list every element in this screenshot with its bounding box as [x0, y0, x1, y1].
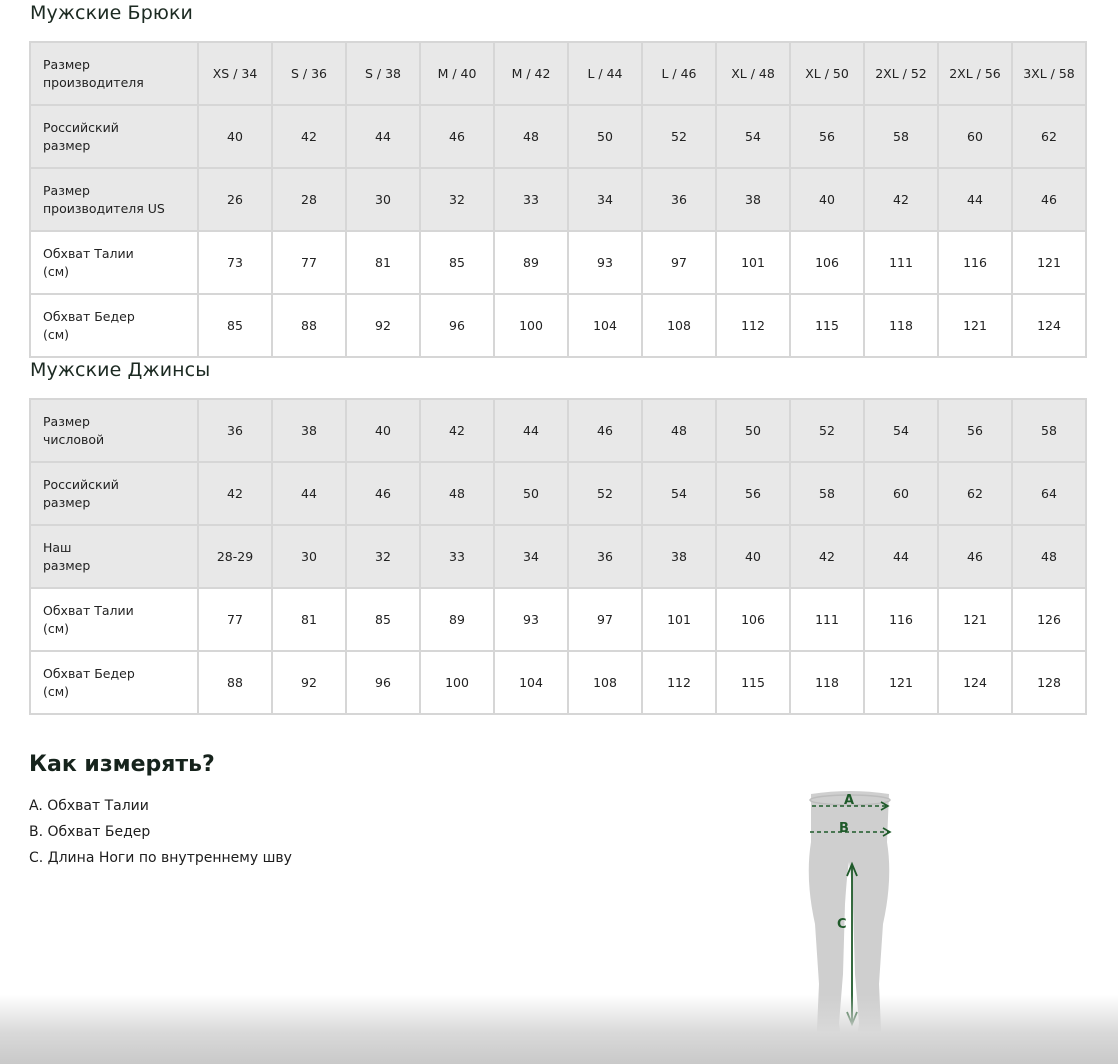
row-label — [30, 294, 198, 357]
table-cell: 40 — [716, 525, 790, 588]
table-cell: 121 — [1012, 231, 1086, 294]
table-cell: 3XL / 58 — [1012, 42, 1086, 105]
table-cell: 112 — [716, 294, 790, 357]
table-cell: 89 — [494, 231, 568, 294]
table-cell: 62 — [1012, 105, 1086, 168]
table-cell: 89 — [420, 588, 494, 651]
table-cell: 121 — [938, 588, 1012, 651]
row-label-line: Размер — [43, 182, 90, 198]
table-cell: 38 — [716, 168, 790, 231]
table-cell: L / 46 — [642, 42, 716, 105]
measure-item-b: B. Обхват Бедер — [29, 824, 151, 840]
row-label-line: размер — [43, 137, 91, 153]
measure-item-c: C. Длина Ноги по внутреннему шву — [29, 850, 292, 866]
table-cell: 40 — [198, 105, 272, 168]
table-cell: 33 — [420, 525, 494, 588]
table-cell: 85 — [346, 588, 420, 651]
table-cell: 77 — [198, 588, 272, 651]
table-cell: 115 — [716, 651, 790, 714]
table-cell: 40 — [346, 399, 420, 462]
table-cell: 77 — [272, 231, 346, 294]
table-cell: 97 — [568, 588, 642, 651]
table-cell: 30 — [346, 168, 420, 231]
table-cell: 42 — [198, 462, 272, 525]
row-label-line: Обхват Талии — [43, 245, 134, 261]
row-label-line: Российский — [43, 476, 119, 492]
table-cell: XL / 48 — [716, 42, 790, 105]
table-cell: 42 — [864, 168, 938, 231]
table-cell: 101 — [642, 588, 716, 651]
table-cell: 46 — [420, 105, 494, 168]
table-cell: 44 — [494, 399, 568, 462]
table-cell: 60 — [864, 462, 938, 525]
table-cell: 88 — [198, 651, 272, 714]
table-cell: 106 — [790, 231, 864, 294]
table-row — [30, 105, 1086, 168]
table-cell: 44 — [346, 105, 420, 168]
table-cell: L / 44 — [568, 42, 642, 105]
table-cell: 50 — [494, 462, 568, 525]
row-label-line: Размер — [43, 413, 90, 429]
table-cell: 54 — [716, 105, 790, 168]
table-cell: XS / 34 — [198, 42, 272, 105]
marker-c: C — [837, 917, 847, 932]
table-cell: 104 — [494, 651, 568, 714]
table-cell: 52 — [642, 105, 716, 168]
table-cell: 93 — [568, 231, 642, 294]
row-label — [30, 462, 198, 525]
table-cell: 126 — [1012, 588, 1086, 651]
table-cell: 73 — [198, 231, 272, 294]
how-to-measure-title: Как измерять? — [29, 752, 215, 777]
table-cell: 101 — [716, 231, 790, 294]
table-cell: 85 — [198, 294, 272, 357]
table-cell: 104 — [568, 294, 642, 357]
table-cell: 32 — [420, 168, 494, 231]
table-cell: 50 — [568, 105, 642, 168]
table-row — [30, 42, 1086, 105]
row-label-line: Размер — [43, 56, 90, 72]
table-cell: 121 — [864, 651, 938, 714]
row-label — [30, 168, 198, 231]
measure-list — [29, 796, 292, 874]
row-label-line: (см) — [43, 620, 70, 636]
table-cell: 33 — [494, 168, 568, 231]
row-label — [30, 588, 198, 651]
table-cell: 48 — [642, 399, 716, 462]
table-cell: 38 — [642, 525, 716, 588]
table-cell: 96 — [420, 294, 494, 357]
row-label-line: размер — [43, 557, 91, 573]
table-cell: 46 — [1012, 168, 1086, 231]
row-label-line: производителя — [43, 74, 144, 90]
table-cell: 56 — [716, 462, 790, 525]
table-cell: 48 — [420, 462, 494, 525]
marker-a: A — [844, 793, 855, 808]
table-cell: 32 — [346, 525, 420, 588]
row-label — [30, 231, 198, 294]
table-row — [30, 231, 1086, 294]
row-label — [30, 105, 198, 168]
table-cell: M / 40 — [420, 42, 494, 105]
table-row — [30, 462, 1086, 525]
table-row — [30, 651, 1086, 714]
table-cell: 81 — [272, 588, 346, 651]
table-cell: 28 — [272, 168, 346, 231]
row-label-line: (см) — [43, 263, 70, 279]
table-cell: 52 — [790, 399, 864, 462]
table-cell: 124 — [1012, 294, 1086, 357]
table-cell: 81 — [346, 231, 420, 294]
table-row — [30, 399, 1086, 462]
table-cell: 97 — [642, 231, 716, 294]
row-label-line: (см) — [43, 683, 70, 699]
table-cell: 28-29 — [198, 525, 272, 588]
table-cell: S / 38 — [346, 42, 420, 105]
table-cell: 36 — [568, 525, 642, 588]
table-row — [30, 294, 1086, 357]
table-cell: 106 — [716, 588, 790, 651]
jeans-size-table — [29, 398, 1087, 715]
pants-section-title: Мужские Брюки — [30, 2, 193, 24]
table-cell: 58 — [1012, 399, 1086, 462]
row-label-line: Российский — [43, 119, 119, 135]
table-cell: 100 — [494, 294, 568, 357]
table-cell: S / 36 — [272, 42, 346, 105]
table-cell: 60 — [938, 105, 1012, 168]
table-cell: M / 42 — [494, 42, 568, 105]
table-cell: 46 — [938, 525, 1012, 588]
table-cell: 96 — [346, 651, 420, 714]
table-cell: 46 — [346, 462, 420, 525]
marker-b: B — [839, 821, 849, 836]
table-cell: 85 — [420, 231, 494, 294]
row-label — [30, 42, 198, 105]
row-label-line: (см) — [43, 326, 70, 342]
table-cell: 108 — [642, 294, 716, 357]
table-cell: 121 — [938, 294, 1012, 357]
table-cell: 124 — [938, 651, 1012, 714]
row-label — [30, 525, 198, 588]
table-cell: 40 — [790, 168, 864, 231]
row-label — [30, 651, 198, 714]
table-cell: 54 — [864, 399, 938, 462]
table-cell: 112 — [642, 651, 716, 714]
table-cell: 56 — [790, 105, 864, 168]
row-label — [30, 399, 198, 462]
table-cell: 128 — [1012, 651, 1086, 714]
table-cell: 111 — [864, 231, 938, 294]
table-cell: 42 — [790, 525, 864, 588]
table-cell: 64 — [1012, 462, 1086, 525]
table-cell: 52 — [568, 462, 642, 525]
table-cell: 118 — [790, 651, 864, 714]
table-cell: 58 — [864, 105, 938, 168]
table-cell: 100 — [420, 651, 494, 714]
table-cell: 2XL / 56 — [938, 42, 1012, 105]
table-cell: 116 — [938, 231, 1012, 294]
row-label-line: числовой — [43, 431, 105, 447]
footer-fade — [0, 995, 1118, 1064]
table-cell: 44 — [938, 168, 1012, 231]
table-cell: 111 — [790, 588, 864, 651]
table-cell: 56 — [938, 399, 1012, 462]
table-cell: 50 — [716, 399, 790, 462]
table-cell: 54 — [642, 462, 716, 525]
measurement-figure — [795, 784, 905, 1064]
table-cell: 42 — [420, 399, 494, 462]
table-cell: 93 — [494, 588, 568, 651]
table-cell: 44 — [864, 525, 938, 588]
table-row — [30, 525, 1086, 588]
row-label-line: производителя US — [43, 200, 165, 216]
table-cell: 42 — [272, 105, 346, 168]
table-cell: 92 — [346, 294, 420, 357]
row-label-line: Обхват Бедер — [43, 308, 135, 324]
table-cell: 88 — [272, 294, 346, 357]
table-cell: 58 — [790, 462, 864, 525]
row-label-line: Обхват Талии — [43, 602, 134, 618]
table-cell: 30 — [272, 525, 346, 588]
table-cell: 36 — [642, 168, 716, 231]
row-label-line: Наш — [43, 539, 72, 555]
table-cell: 92 — [272, 651, 346, 714]
table-cell: 115 — [790, 294, 864, 357]
row-label-line: Обхват Бедер — [43, 665, 135, 681]
table-cell: 108 — [568, 651, 642, 714]
table-cell: 46 — [568, 399, 642, 462]
table-cell: 34 — [494, 525, 568, 588]
row-label-line: размер — [43, 494, 91, 510]
measure-item-a: A. Обхват Талии — [29, 798, 149, 814]
table-cell: 118 — [864, 294, 938, 357]
table-cell: 26 — [198, 168, 272, 231]
table-row — [30, 588, 1086, 651]
table-cell: 116 — [864, 588, 938, 651]
pants-size-table — [29, 41, 1087, 358]
jeans-section-title: Мужские Джинсы — [30, 359, 211, 381]
table-cell: 48 — [494, 105, 568, 168]
table-row — [30, 168, 1086, 231]
table-cell: 36 — [198, 399, 272, 462]
table-cell: 38 — [272, 399, 346, 462]
table-cell: 34 — [568, 168, 642, 231]
table-cell: 48 — [1012, 525, 1086, 588]
table-cell: XL / 50 — [790, 42, 864, 105]
table-cell: 2XL / 52 — [864, 42, 938, 105]
table-cell: 62 — [938, 462, 1012, 525]
table-cell: 44 — [272, 462, 346, 525]
